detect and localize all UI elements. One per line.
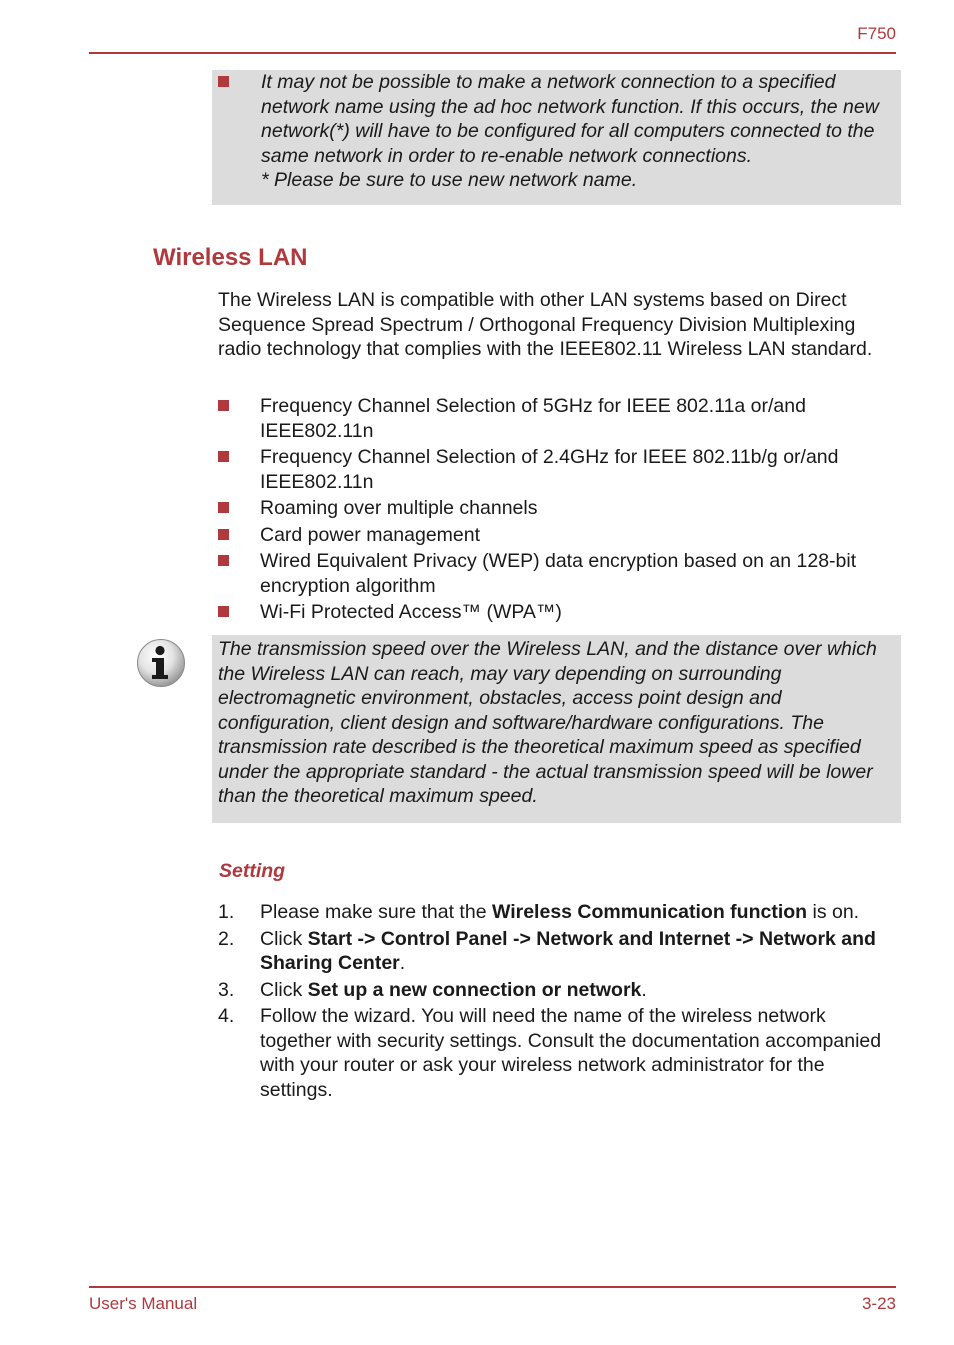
step-number: 2. — [218, 927, 235, 950]
feature-list — [218, 394, 898, 627]
subsection-title: Setting — [219, 860, 286, 882]
step-text-end: is on. — [807, 901, 860, 923]
step-item — [218, 927, 898, 976]
feature-text: Card power management — [260, 523, 481, 546]
step-bold-text: Wireless Communication function — [491, 901, 808, 923]
footer-page-number: 3-23 — [861, 1294, 896, 1313]
step-bold-text: Set up a new connection or network — [307, 978, 642, 1001]
bullet-square-icon — [218, 555, 229, 566]
feature-text: Roaming over multiple channels — [260, 497, 538, 519]
step-item — [218, 978, 898, 1003]
step-bold-text: Start -> Control Panel -> Network and Internet -> Network and Sharing Center — [260, 927, 876, 974]
step-item — [218, 900, 898, 925]
feature-text: Wi-Fi Protected Access™ (WPA™) — [260, 601, 562, 623]
bullet-square-icon — [218, 400, 229, 411]
step-item — [218, 1004, 898, 1102]
section-title: Wireless LAN — [153, 244, 308, 271]
header-rule — [89, 52, 896, 54]
feature-item — [218, 445, 898, 494]
feature-item — [218, 600, 898, 625]
bullet-square-icon — [218, 502, 229, 513]
setting-steps — [218, 900, 898, 1104]
feature-item — [218, 549, 898, 598]
ad-hoc-note-text: It may not be possible to make a network connection to a specified network name using the ad hoc network function. If this occurs, the new network(*) will have to be configured for all computers connected to the same network in order to re-enable network connections. — [261, 71, 879, 167]
header-model-name: F750 — [857, 24, 896, 43]
ad-hoc-note — [212, 70, 901, 205]
bullet-square-icon — [218, 606, 229, 617]
feature-item — [218, 523, 898, 548]
step-text: Follow the wizard. You will need the name of the wireless network together with security settings. Consult the documentation accompanied with your router or ask your wireless network administrator for the settings. — [260, 1005, 882, 1101]
step-number: 4. — [218, 1005, 235, 1027]
transmission-speed-note — [212, 635, 901, 823]
bullet-square-icon — [218, 451, 229, 462]
feature-text: Wired Equivalent Privacy (WEP) data encryption based on an 128-bit encryption algorithm — [260, 550, 857, 597]
info-icon — [136, 638, 186, 688]
feature-text: Frequency Channel Selection of 2.4GHz for IEEE 802.11b/g or/and IEEE802.11n — [260, 446, 839, 493]
feature-item — [218, 394, 898, 443]
transmission-speed-note-text: The transmission speed over the Wireless LAN, and the distance over which the Wireless LAN can reach, may vary depending on surrounding electromagnetic environment, obstacles, access point design and configuration, client design and software/hardware configurations. The transmission rate described is the theoretical maximum speed as specified under the appropriate standard - the actual transmission speed will be lower than the theoretical maximum speed. — [218, 638, 877, 807]
step-text-end: . — [399, 952, 406, 974]
step-number: 3. — [218, 978, 235, 1001]
footer-manual-title: User's Manual — [89, 1294, 198, 1313]
footer-rule — [89, 1286, 896, 1288]
feature-item — [218, 496, 898, 521]
bullet-square-icon — [218, 76, 229, 87]
step-text: Click — [260, 978, 308, 1001]
step-number: 1. — [218, 901, 235, 923]
step-text: Please make sure that the — [260, 901, 492, 923]
ad-hoc-note-footnote: * Please be sure to use new network name. — [261, 169, 638, 191]
feature-text: Frequency Channel Selection of 5GHz for IEEE 802.11a or/and IEEE802.11n — [260, 395, 806, 442]
step-text-end: . — [641, 978, 647, 1001]
section-intro: The Wireless LAN is compatible with other LAN systems based on Direct Sequence Spread Spectrum / Orthogonal Frequency Division Multiplexing radio technology that complies with the IEEE802.11 Wireless LAN standard. — [218, 289, 873, 360]
bullet-square-icon — [218, 529, 229, 540]
step-text: Click — [260, 927, 308, 950]
